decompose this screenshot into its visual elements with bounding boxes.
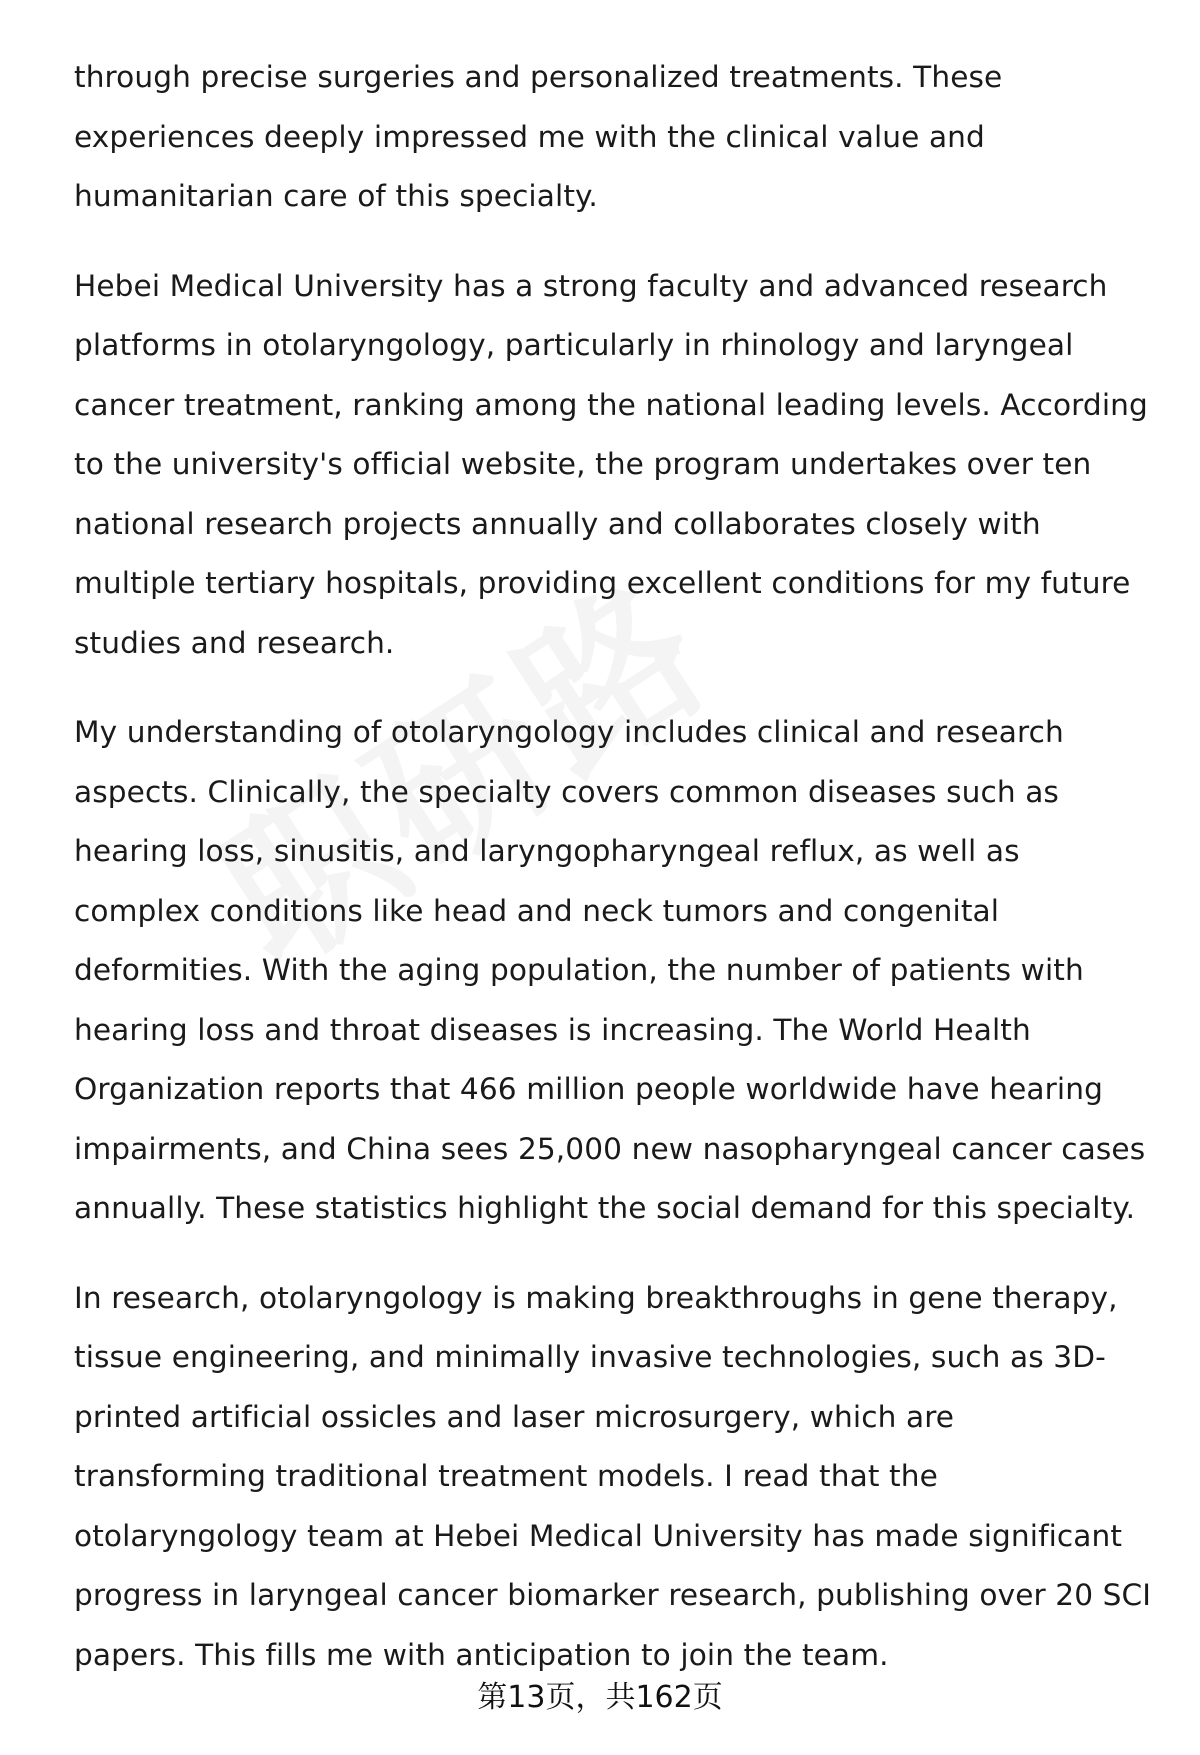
- paragraph-2: Hebei Medical University has a strong faculty and advanced research platforms in otolaryngology, particularly in rhinology and laryngeal cancer treatment, ranking among the national leading levels. According to the university's official website, the program undertakes over ten national research projects annually and collaborates closely with multiple tertiary hospitals, providing excellent conditions for my future studies and research.: [74, 268, 1148, 660]
- document-body: [74, 48, 1154, 1715]
- paragraph-3: My understanding of otolaryngology includes clinical and research aspects. Clinically, the specialty covers common diseases such as hearing loss, sinusitis, and laryngopharyngeal reflux, as well as complex conditions like head and neck tumors and congenital deformities. With the aging population, the number of patients with hearing loss and throat diseases is increasing. The World Health Organization reports that 466 million people worldwide have hearing impairments, and China sees 25,000 new nasopharyngeal cancer cases annually. These statistics highlight the social demand for this specialty.: [74, 715, 1146, 1225]
- paragraph-4: In research, otolaryngology is making breakthroughs in gene therapy, tissue engineering, and minimally invasive technologies, such as 3D-printed artificial ossicles and laser microsurgery, which are transforming traditional treatment models. I read that the otolaryngology team at Hebei Medical University has made significant progress in laryngeal cancer biomarker research, publishing over 20 SCI papers. This fills me with anticipation to join the team.: [74, 1280, 1152, 1672]
- paragraph-1: through precise surgeries and personalized treatments. These experiences deeply impressed me with the clinical value and humanitarian care of this specialty.: [74, 60, 1003, 213]
- page-number-footer: 第13页，共162页: [477, 1680, 723, 1715]
